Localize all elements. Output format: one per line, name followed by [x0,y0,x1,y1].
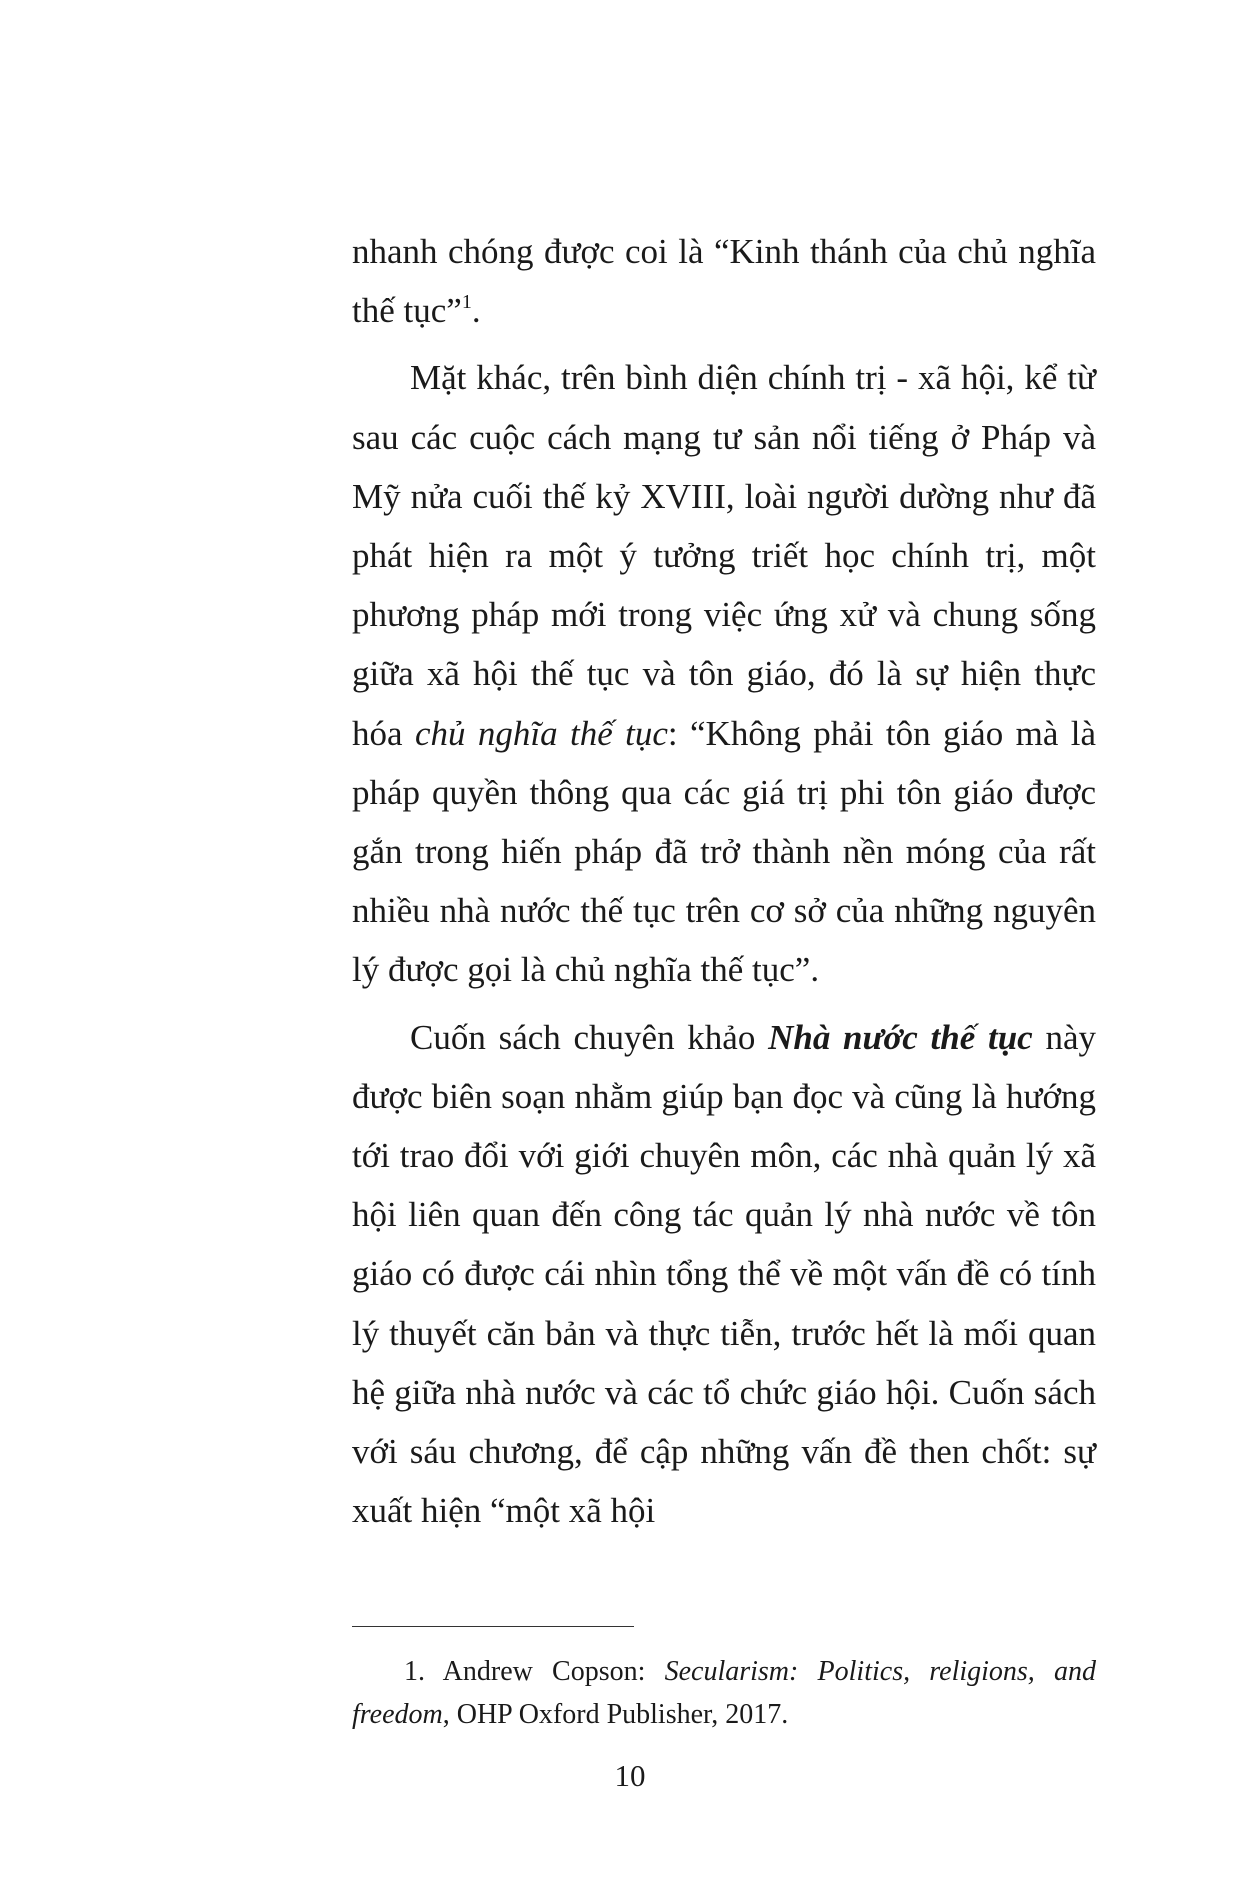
paragraph-3-before: Cuốn sách chuyên khảo [410,1017,769,1057]
footnote-text [352,1650,1096,1736]
paragraph-1 [352,222,1096,340]
main-text [352,222,1096,1540]
footnote-author: Andrew Copson: [425,1656,665,1687]
footnote-title: Secularism: Politics, religions, and freedom [352,1656,1096,1730]
paragraph-1-text: nhanh chóng được coi là “Kinh thánh của chủ nghĩa thế tục” [352,232,1096,331]
paragraph-2-after: : “Không phải tôn giáo mà là pháp quyền thông qua các giá trị phi tôn giáo được gắn trong hiến pháp đã trở thành nền móng của rất nhiều nhà nước thế tục trên cơ sở của những nguyên lý được gọi là chủ nghĩa thế tục”. [352,713,1097,990]
footnote-divider [352,1626,634,1627]
footnote-rest: , OHP Oxford Publisher, 2017. [442,1699,789,1730]
book-title: Nhà nước thế tục [768,1017,1033,1057]
paragraph-3 [352,1008,1096,1541]
paragraph-2-before: Mặt khác, trên bình diện chính trị - xã hội, kể từ sau các cuộc cách mạng tư sản nổi tiếng ở Pháp và Mỹ nửa cuối thế kỷ XVIII, loài người dường như đã phát hiện ra một ý tưởng triết học chính trị, một phương pháp mới trong việc ứng xử và chung sống giữa xã hội thế tục và tôn giáo, đó là sự hiện thực hóa [352,358,1096,753]
page-number: 10 [614,1758,646,1793]
paragraph-1-end: . [471,291,481,331]
footnote [352,1650,1096,1736]
paragraph-2 [352,348,1096,999]
footnote-reference[interactable]: 1 [461,291,472,314]
paragraph-3-after: này được biên soạn nhằm giúp bạn đọc và cũng là hướng tới trao đổi với giới chuyên môn, các nhà quản lý xã hội liên quan đến công tác quản lý nhà nước về tôn giáo có được cái nhìn tổng thể về một vấn đề có tính lý thuyết căn bản và thực tiễn, trước hết là mối quan hệ giữa nhà nước và các tổ chức giáo hội. Cuốn sách với sáu chương, để cập những vấn đề then chốt: sự xuất hiện “một xã hội [352,1017,1096,1531]
footnote-number: 1. [404,1656,425,1687]
paragraph-2-italic: chủ nghĩa thế tục [414,713,668,753]
